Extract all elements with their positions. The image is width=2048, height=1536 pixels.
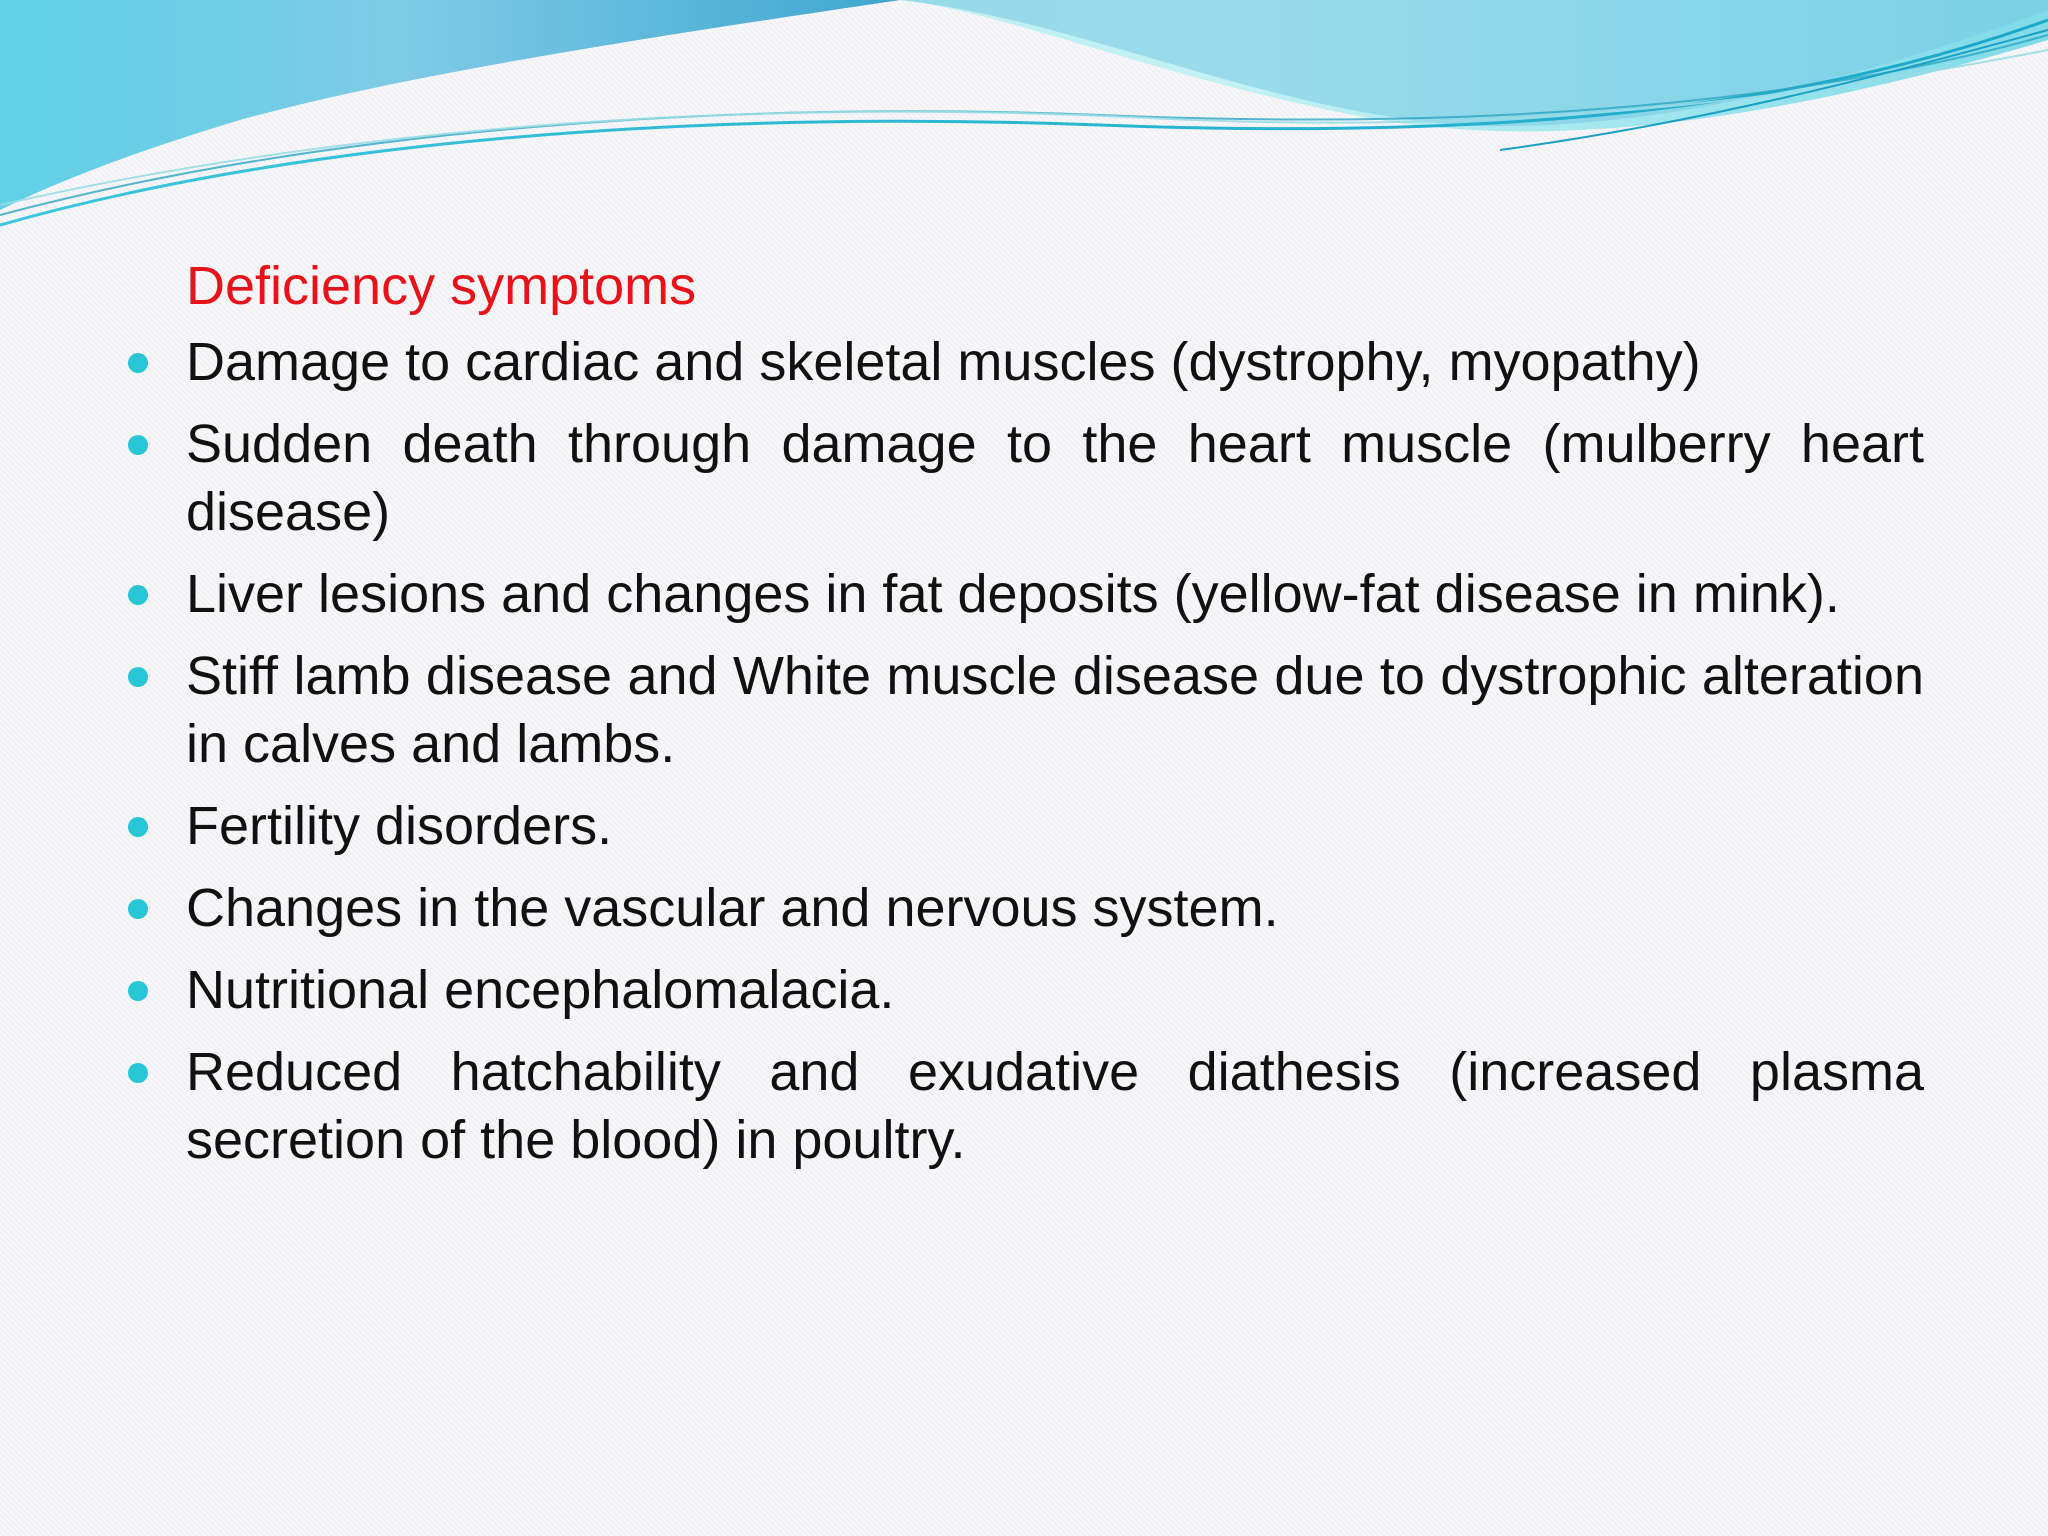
bullet-dot-icon bbox=[128, 353, 148, 373]
list-item bbox=[128, 560, 1924, 628]
list-item bbox=[128, 1038, 1924, 1174]
list-item-text: Liver lesions and changes in fat deposits (yellow-fat disease in mink). bbox=[186, 564, 1840, 624]
list-item bbox=[128, 792, 1924, 860]
list-item-text: Damage to cardiac and skeletal muscles (dystrophy, myopathy) bbox=[186, 332, 1701, 392]
bullet-dot-icon bbox=[128, 585, 148, 605]
list-item bbox=[128, 874, 1924, 942]
bullet-dot-icon bbox=[128, 1063, 148, 1083]
list-item-text: Sudden death through damage to the heart muscle (mulberry heart disease) bbox=[186, 414, 1924, 542]
list-item-text: Fertility disorders. bbox=[186, 796, 613, 856]
list-item bbox=[128, 956, 1924, 1024]
bullet-dot-icon bbox=[128, 435, 148, 455]
list-item-text: Changes in the vascular and nervous system. bbox=[186, 878, 1279, 938]
list-item bbox=[128, 328, 1924, 396]
bullet-dot-icon bbox=[128, 899, 148, 919]
list-item-text: Nutritional encephalomalacia. bbox=[186, 960, 895, 1020]
slide-heading: Deficiency symptoms bbox=[186, 256, 697, 316]
list-item bbox=[128, 642, 1924, 778]
bullet-dot-icon bbox=[128, 817, 148, 837]
header-wave-decoration bbox=[0, 0, 2048, 240]
symptom-list bbox=[128, 328, 1924, 1174]
list-item-text: Stiff lamb disease and White muscle disease due to dystrophic alteration in calves and lambs. bbox=[186, 646, 1924, 774]
bullet-dot-icon bbox=[128, 981, 148, 1001]
list-item-text: Reduced hatchability and exudative diathesis (increased plasma secretion of the blood) in poultry. bbox=[186, 1042, 1924, 1170]
bullet-dot-icon bbox=[128, 667, 148, 687]
list-item bbox=[128, 410, 1924, 546]
slide-content bbox=[128, 250, 1924, 1188]
